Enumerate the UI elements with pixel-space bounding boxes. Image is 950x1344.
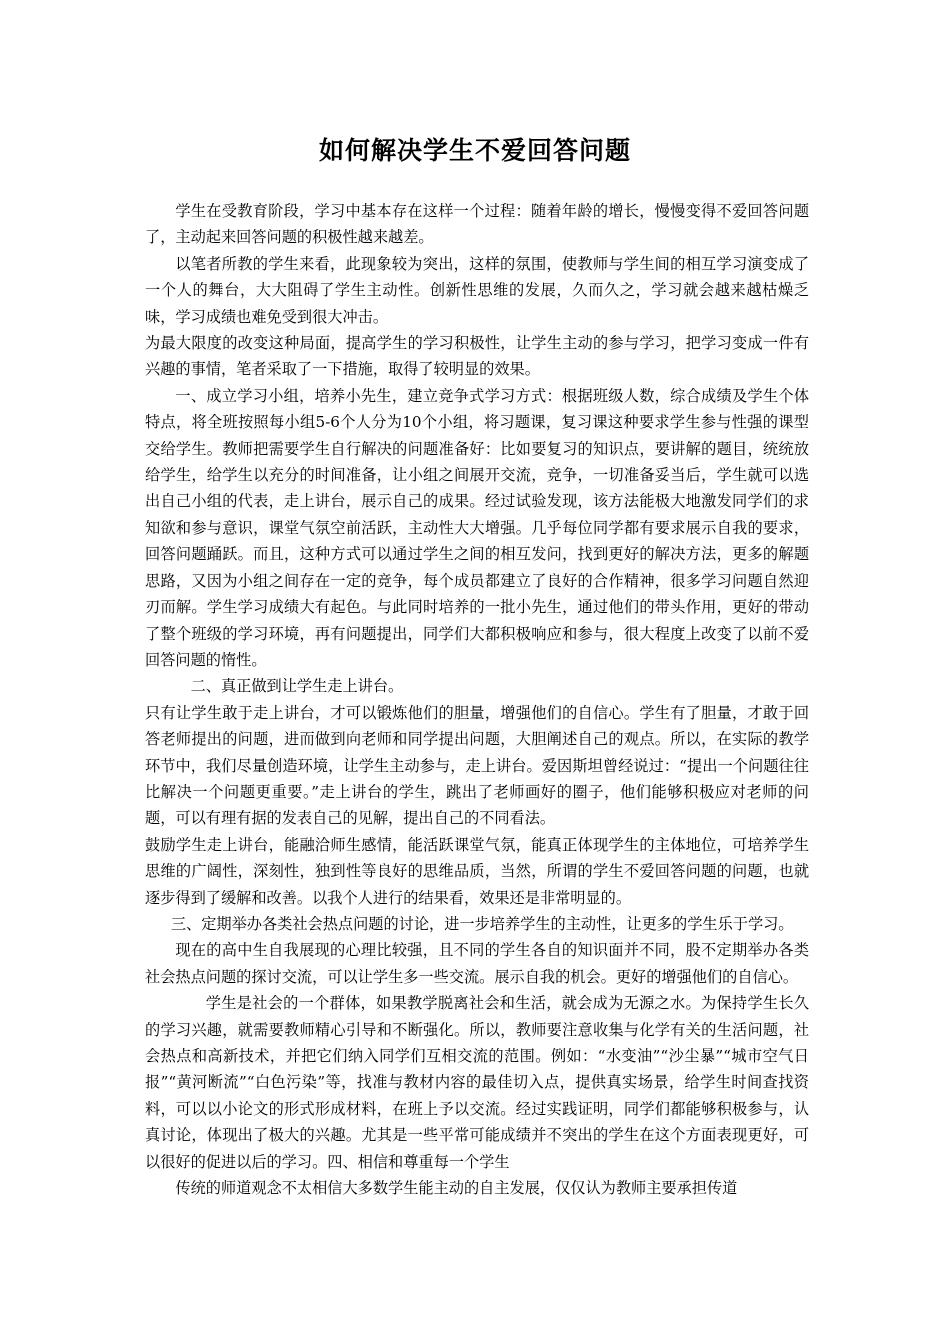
paragraph: 为最大限度的改变这种局面，提高学生的学习积极性，让学生主动的参与学习，把学习变成一件有兴趣的事情，笔者采取了一下措施，取得了较明显的效果。: [145, 334, 809, 379]
paragraph: 鼓励学生走上讲台，能融洽师生感情，能活跃课堂气氛，能真正体现学生的主体地位，可培养学生思维的广阔性，深刻性，独到性等良好的思维品质，当然，所谓的学生不爱回答问题的问题，也就逐步得到了缓解和改善。以我个人进行的结果看，效果还是非常明显的。: [145, 835, 809, 907]
section-heading: 二、真正做到让学生走上讲台。: [190, 677, 404, 696]
document-body: [145, 198, 809, 1201]
paragraph: 以笔者所教的学生来看，此现象较为突出，这样的氛围，使教师与学生间的相互学习演变成了一个人的舞台，大大阻碍了学生主动性。创新性思维的发展，久而久之，学习就会越来越枯燥乏味，学习成绩也难免受到很大冲击。: [145, 254, 809, 326]
paragraph: 学生是社会的一个群体，如果教学脱离社会和生活，就会成为无源之水。为保持学生长久的学习兴趣，就需要教师精心引导和不断强化。所以，教师要注意收集与化学有关的生活问题，社会热点和高新技术，并把它们纳入同学们互相交流的范围。例如：“水变油”“沙尘暴”“城市空气日报”“黄河断流”“白色污染”等，找准与教材内容的最佳切入点，提供真实场景，给学生时间查找资料，可以以小论文的形式形成材料，在班上予以交流。经过实践证明，同学们都能够积极参与，认真讨论，体现出了极大的兴趣。尤其是一些平常可能成绩并不突出的学生在这个方面表现更好，可以很好的促进以后的学习。四、相信和尊重每一个学生: [145, 994, 809, 1171]
paragraph: 现在的高中生自我展现的心理比较强，且不同的学生各自的知识面并不同，股不定期举办各类社会热点问题的探讨交流，可以让学生多一些交流。展示自我的机会。更好的增强他们的自信心。: [145, 941, 809, 986]
paragraph: 学生在受教育阶段，学习中基本存在这样一个过程：随着年龄的增长，慢慢变得不爱回答问题了，主动起来回答问题的积极性越来越差。: [145, 202, 809, 247]
paragraph: 只有让学生敢于走上讲台，才可以锻炼他们的胆量，增强他们的自信心。学生有了胆量，才敢于回答老师提出的问题，进而做到向老师和同学提出问题，大胆阐述自己的观点。所以，在实际的教学环节中，我们尽量创造环境，让学生主动参与，走上讲台。爱因斯坦曾经说过：“提出一个问题往往比解决一个问题更重要。”走上讲台的学生，跳出了老师画好的圈子，他们能够积极应对老师的问题，可以有理有据的发表自己的见解，提出自己的不同看法。: [145, 703, 809, 828]
paragraph: 一、成立学习小组，培养小先生，建立竞争式学习方式：根据班级人数，综合成绩及学生个体特点，将全班按照每小组5-6个人分为10个小组，将习题课，复习课这种要求学生参与性强的课型交给学生。教师把需要学生自行解决的问题准备好：比如要复习的知识点，要讲解的题目，统统放给学生，给学生以充分的时间准备，让小组之间展开交流，竞争，一切准备妥当后，学生就可以选出自己小组的代表，走上讲台，展示自己的成果。经过试验发现，该方法能极大地激发同学们的求知欲和参与意识，课堂气氛空前活跃，主动性大大增强。几乎每位同学都有要求展示自我的要求，回答问题踊跃。而且，这种方式可以通过学生之间的相互发问，找到更好的解决方法，更多的解题思路，又因为小组之间存在一定的竞争，每个成员都建立了良好的合作精神，很多学习问题自然迎刃而解。学生学习成绩大有起色。与此同时培养的一批小先生，通过他们的带头作用，更好的带动了整个班级的学习环境，再有问题提出，同学们大都积极响应和参与，很大程度上改变了以前不爱回答问题的惰性。: [145, 386, 809, 669]
paragraph: 传统的师道观念不太相信大多数学生能主动的自主发展，仅仅认为教师主要承担传道: [175, 1179, 738, 1198]
section-heading: 三、定期举办各类社会热点问题的讨论，进一步培养学生的主动性，让更多的学生乐于学习。: [170, 914, 794, 933]
document-title: 如何解决学生不爱回答问题: [318, 136, 631, 165]
